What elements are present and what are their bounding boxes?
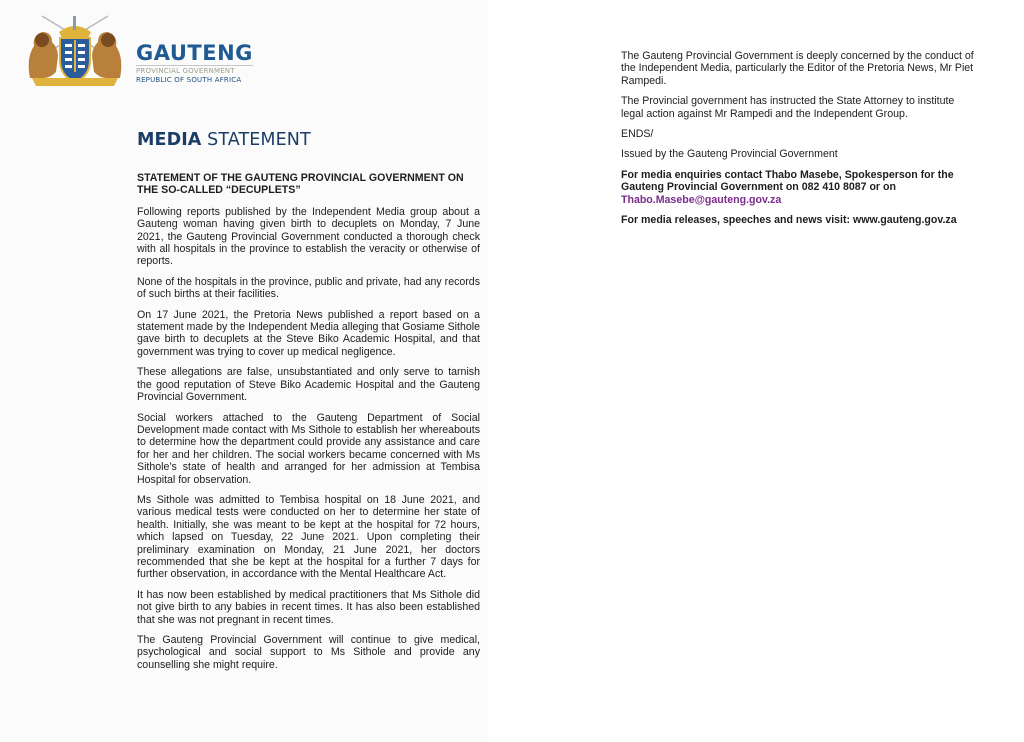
paragraph: Social workers attached to the Gauteng Department of Social Development made contact with Ms Sithole to establish her whereabouts to determine how the department could provide any assistance and care for her and her children. The social workers became concerned with Ms Sithole’s state of health and arranged for her admission at Tembisa Hospital for observation. xyxy=(137,411,480,486)
paragraph: Following reports published by the Independent Media group about a Gauteng woman having given birth to decuplets on Monday, 7 June 2021, the Gauteng Provincial Government conducted a thorough check with all hospitals in the province to establish the veracity or otherwise of reports. xyxy=(137,205,480,268)
website-note: For media releases, speeches and news visit: www.gauteng.gov.za xyxy=(621,214,957,227)
ends-marker: ENDS/ xyxy=(621,128,654,141)
paragraph: The Provincial government has instructed the State Attorney to institute legal action against Mr Rampedi and the Independent Group. xyxy=(621,95,955,120)
statement-continuation xyxy=(621,50,977,234)
brand-country: REPUBLIC OF SOUTH AFRICA xyxy=(136,76,242,84)
brand-name: GAUTENG xyxy=(136,41,253,65)
contact-email-link[interactable]: Thabo.Masebe@gauteng.gov.za xyxy=(621,193,782,206)
paragraph: None of the hospitals in the province, public and private, had any records of such births at their facilities. xyxy=(137,275,480,301)
paragraph: These allegations are false, unsubstantiated and only serve to tarnish the good reputation of Steve Biko Academic Hospital and the Gauteng Provincial Government. xyxy=(137,366,480,404)
page-title xyxy=(137,130,311,150)
media-contact xyxy=(621,169,977,206)
brand-subtitle: PROVINCIAL GOVERNMENT xyxy=(136,65,253,76)
issued-by: Issued by the Gauteng Provincial Government xyxy=(621,148,838,161)
paragraph: The Gauteng Provincial Government is deeply concerned by the conduct of the Independent Media, particularly the Editor of the Pretoria News, Mr Piet Rampedi. xyxy=(621,50,974,87)
statement-body xyxy=(137,172,480,679)
coat-of-arms-icon xyxy=(22,12,128,88)
statement-page-1 xyxy=(0,0,488,742)
brand-block xyxy=(136,42,253,85)
statement-heading: STATEMENT OF THE GAUTENG PROVINCIAL GOVERNMENT ON THE SO-CALLED “DECUPLETS” xyxy=(137,172,464,197)
paragraph: On 17 June 2021, the Pretoria News published a report based on a statement made by the Independent Media alleging that Gosiame Sithole gave birth to decuplets at the Steve Biko Academic Hospital, and that government was trying to cover up medical negligence. xyxy=(137,308,480,358)
paragraph: Ms Sithole was admitted to Tembisa hospital on 18 June 2021, and various medical tests were conducted on her to determine her state of health. Initially, she was meant to be kept at the hospital for 72 hours, which lapsed on Tuesday, 22 June 2021. Upon completing their preliminary examination on Monday, 21 June 2021, her doctors recommended that she be kept at the hospital for a further 7 days for further observation, in accordance with the Mental Healthcare Act. xyxy=(137,493,480,581)
paragraph: It has now been established by medical practitioners that Ms Sithole did not give birth to any babies in recent times. It has also been established that she was not pregnant in recent times. xyxy=(137,588,480,626)
page-title-regular: STATEMENT xyxy=(201,130,311,150)
paragraph: The Gauteng Provincial Government will continue to give medical, psychological and social support to Ms Sithole and provide any counselling she might require. xyxy=(137,634,480,671)
contact-text: For media enquiries contact Thabo Masebe, Spokesperson for the Gauteng Provincial Government on 082 410 8087 or on xyxy=(621,168,954,194)
page-title-bold: MEDIA xyxy=(137,130,202,150)
